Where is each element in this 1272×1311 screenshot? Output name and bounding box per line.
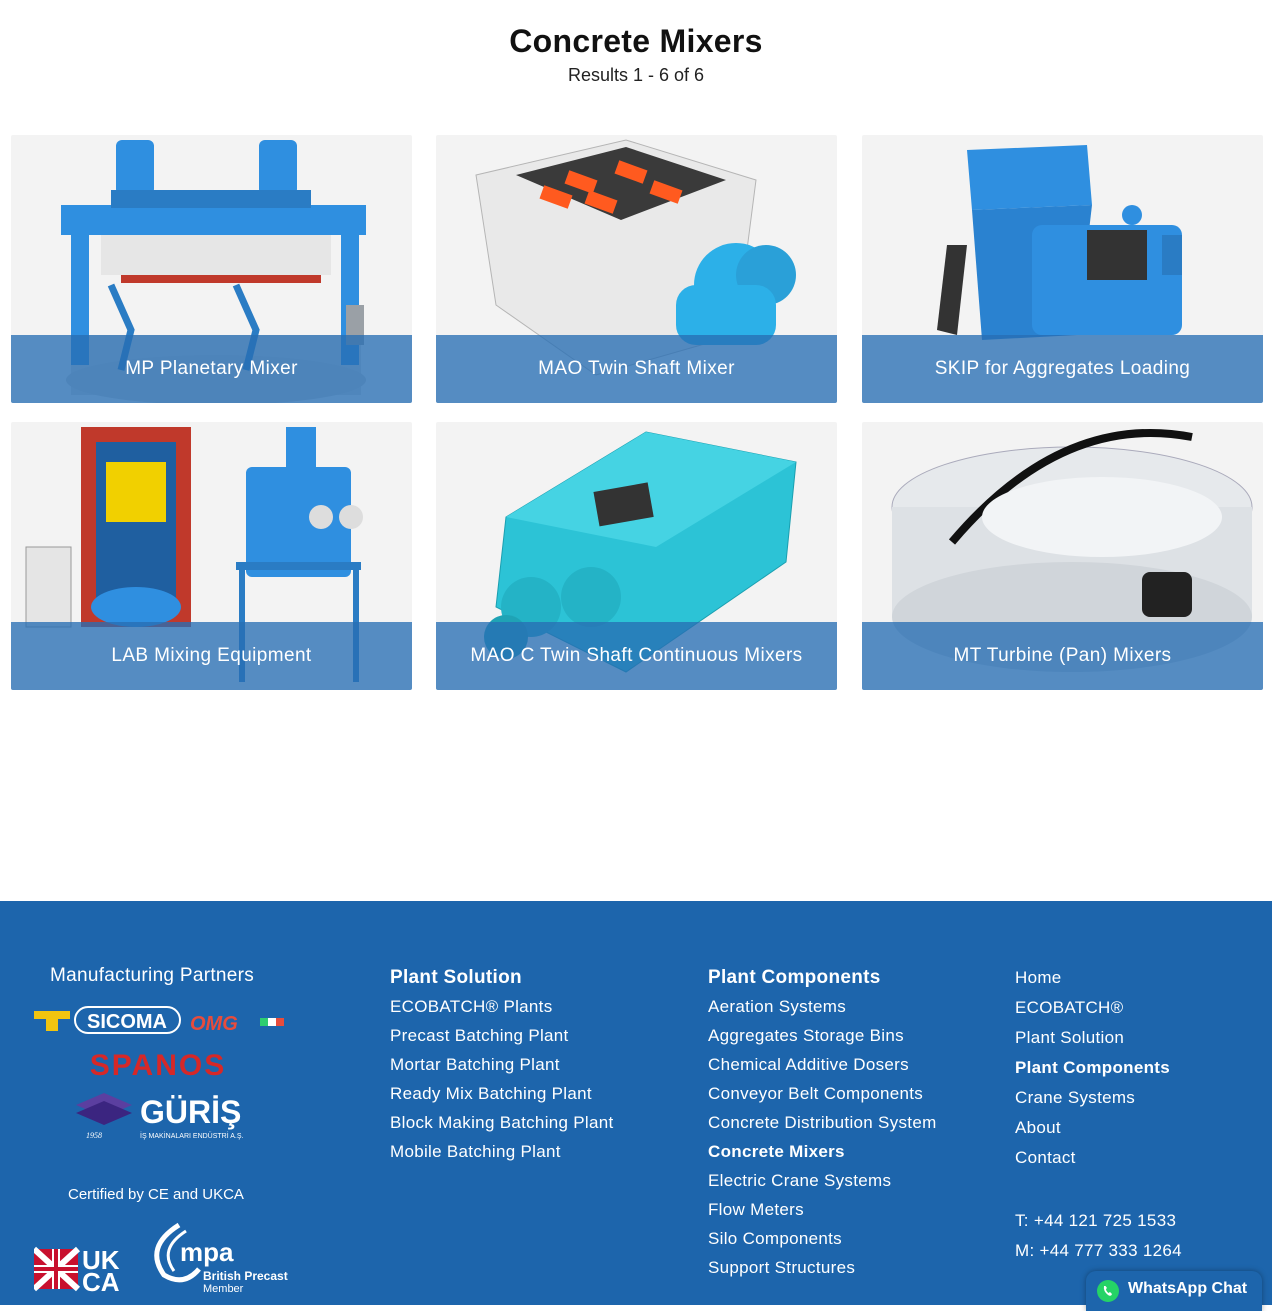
product-label: MAO C Twin Shaft Continuous Mixers [436, 622, 837, 690]
footer-link-crane-systems[interactable]: Electric Crane Systems [708, 1171, 892, 1190]
contact-info [1015, 1206, 1182, 1266]
footer-link-support[interactable]: Support Structures [708, 1258, 856, 1277]
spanos-text: SPANOS [89, 1049, 227, 1082]
sicoma-logo-icon [34, 1011, 70, 1019]
results-count: Results 1 - 6 of 6 [567, 65, 705, 85]
product-card-mao-c-continuous-mixers[interactable] [436, 422, 837, 690]
footer-link-ready-mix[interactable]: Ready Mix Batching Plant [390, 1084, 592, 1103]
product-card-lab-mixing-equipment[interactable] [11, 422, 412, 690]
footer-link-conveyor[interactable]: Conveyor Belt Components [708, 1084, 924, 1103]
certified-text: Certified by CE and UKCA [68, 1186, 244, 1203]
nav-ecobatch[interactable]: ECOBATCH® [1015, 998, 1124, 1017]
nav-contact[interactable]: Contact [1015, 1148, 1076, 1167]
product-label: LAB Mixing Equipment [11, 622, 412, 690]
svg-text:British Precast: British Precast [203, 1269, 288, 1283]
product-label: MT Turbine (Pan) Mixers [862, 622, 1263, 690]
footer-link-mortar[interactable]: Mortar Batching Plant [390, 1055, 560, 1074]
plant-solution-column [390, 963, 614, 1166]
mobile-number[interactable]: M: +44 777 333 1264 [1015, 1241, 1182, 1260]
product-card-skip-aggregates-loading[interactable] [862, 135, 1263, 403]
product-label: MAO Twin Shaft Mixer [436, 335, 837, 403]
nav-home[interactable]: Home [1015, 968, 1062, 987]
guris-text: GÜRİŞ [140, 1094, 242, 1130]
svg-text:İŞ MAKİNALARI ENDÜSTRİ A.Ş.: İŞ MAKİNALARI ENDÜSTRİ A.Ş. [140, 1133, 244, 1140]
sicoma-text: SICOMA [87, 1011, 167, 1033]
whatsapp-label: WhatsApp Chat [1128, 1280, 1248, 1297]
phone-number[interactable]: T: +44 121 725 1533 [1015, 1211, 1177, 1230]
footer-link-chemical-dosers[interactable]: Chemical Additive Dosers [708, 1055, 909, 1074]
ukca-bottom-text: CA [82, 1267, 120, 1297]
partner-logos [30, 1005, 300, 1150]
partners-title: Manufacturing Partners [50, 965, 255, 986]
plant-solution-heading[interactable]: Plant Solution [390, 967, 522, 988]
footer-link-mobile[interactable]: Mobile Batching Plant [390, 1142, 561, 1161]
footer-link-ecobatch-plants[interactable]: ECOBATCH® Plants [390, 997, 553, 1016]
ukca-top-text: UK [82, 1245, 120, 1275]
svg-text:1958: 1958 [86, 1131, 102, 1140]
footer-link-precast[interactable]: Precast Batching Plant [390, 1026, 569, 1045]
product-label: MP Planetary Mixer [11, 335, 412, 403]
footer-link-concrete-mixers[interactable]: Concrete Mixers [708, 1142, 845, 1161]
svg-text:Member: Member [203, 1283, 244, 1295]
nav-crane-systems[interactable]: Crane Systems [1015, 1088, 1136, 1107]
footer-link-aeration[interactable]: Aeration Systems [708, 997, 847, 1016]
footer-link-block-making[interactable]: Block Making Batching Plant [390, 1113, 614, 1132]
omg-text: OMG [190, 1013, 238, 1035]
mpa-text: mpa [180, 1237, 234, 1267]
nav-plant-solution[interactable]: Plant Solution [1015, 1028, 1125, 1047]
product-card-mt-turbine-pan-mixers[interactable] [862, 422, 1263, 690]
product-label: SKIP for Aggregates Loading [862, 335, 1263, 403]
product-card-mp-planetary-mixer[interactable] [11, 135, 412, 403]
nav-plant-components[interactable]: Plant Components [1015, 1058, 1170, 1077]
site-footer [0, 901, 1272, 1305]
nav-about[interactable]: About [1015, 1118, 1061, 1137]
whatsapp-chat-button[interactable] [1086, 1271, 1262, 1311]
page-title: Concrete Mixers [509, 23, 763, 60]
footer-link-flow-meters[interactable]: Flow Meters [708, 1200, 804, 1219]
footer-link-distribution[interactable]: Concrete Distribution System [708, 1113, 937, 1132]
footer-link-aggregates-bins[interactable]: Aggregates Storage Bins [708, 1026, 904, 1045]
certification-logos [34, 1217, 294, 1297]
whatsapp-icon [1096, 1279, 1120, 1303]
product-card-mao-twin-shaft-mixer[interactable] [436, 135, 837, 403]
footer-link-silo[interactable]: Silo Components [708, 1229, 842, 1248]
plant-components-column [708, 963, 937, 1282]
plant-components-heading[interactable]: Plant Components [708, 967, 881, 988]
site-nav-column [1015, 963, 1170, 1173]
